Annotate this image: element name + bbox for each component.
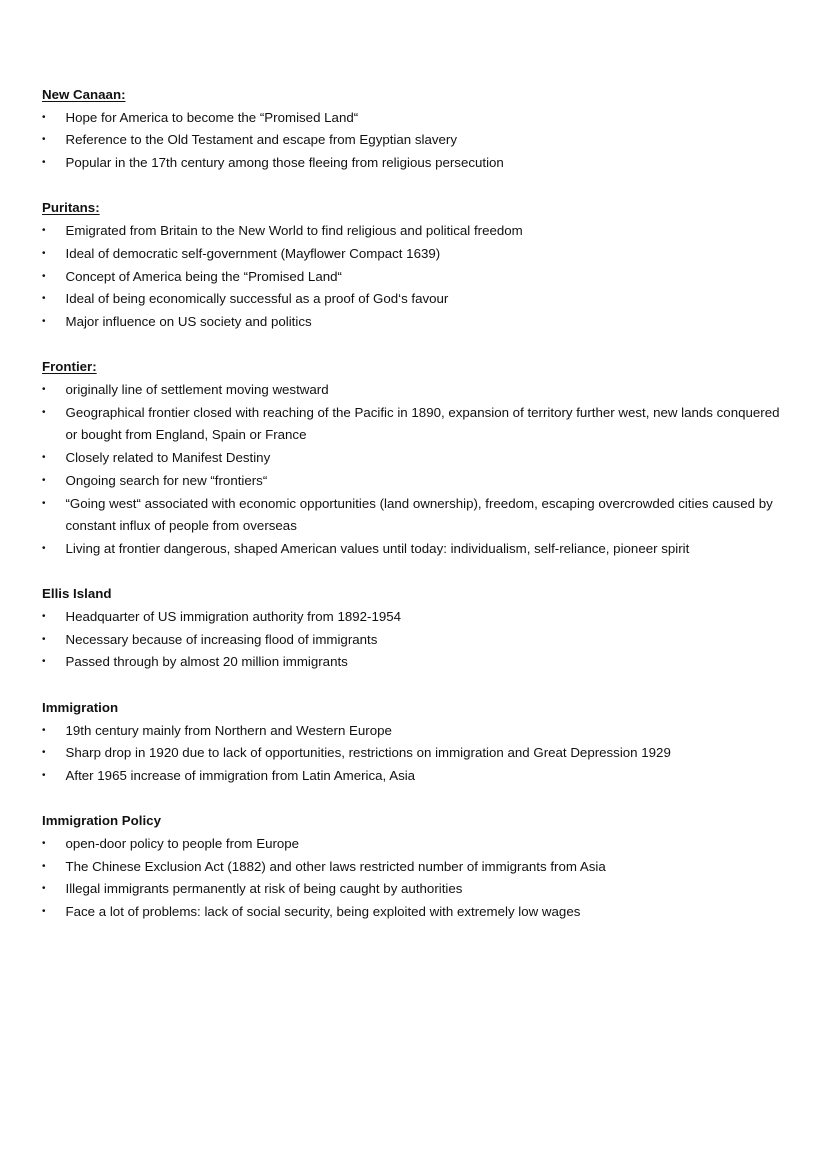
bullet-icon: • <box>42 157 46 169</box>
bullet-list <box>42 220 788 334</box>
section-heading: Immigration Policy <box>42 813 161 829</box>
section-puritans <box>42 197 788 333</box>
list-item-text: Concept of America being the “Promised Land“ <box>65 268 342 284</box>
section-heading: Frontier: <box>42 359 97 375</box>
bullet-icon: • <box>42 542 46 554</box>
list-item <box>42 629 788 652</box>
bullet-list <box>42 379 788 561</box>
section-heading: Immigration <box>42 699 119 715</box>
bullet-icon: • <box>42 497 46 509</box>
list-item <box>42 288 788 311</box>
list-item-text: Closely related to Manifest Destiny <box>65 450 271 466</box>
bullet-list <box>42 606 788 674</box>
bullet-icon: • <box>42 406 46 418</box>
list-item <box>42 720 788 743</box>
list-item <box>42 606 788 629</box>
section-frontier <box>42 356 788 560</box>
section-heading: Puritans: <box>42 200 100 216</box>
list-item-text: Geographical frontier closed with reaching of the Pacific in 1890, expansion of territory further west, new lands conquered or bought from England, Spain or France <box>65 404 780 443</box>
bullet-icon: • <box>42 384 46 396</box>
bullet-icon: • <box>42 838 46 850</box>
section-immigration <box>42 697 788 788</box>
list-item-text: Ideal of being economically successful as a proof of God‘s favour <box>65 291 449 307</box>
list-item-text: Hope for America to become the “Promised Land“ <box>65 109 359 125</box>
list-item-text: 19th century mainly from Northern and Western Europe <box>65 722 392 738</box>
bullet-icon: • <box>42 724 46 736</box>
bullet-icon: • <box>42 225 46 237</box>
bullet-icon: • <box>42 247 46 259</box>
list-item-text: Face a lot of problems: lack of social security, being exploited with extremely low wages <box>65 904 581 920</box>
bullet-icon: • <box>42 474 46 486</box>
list-item <box>42 220 788 243</box>
list-item-text: Passed through by almost 20 million immigrants <box>65 654 348 670</box>
list-item <box>42 266 788 289</box>
list-item <box>42 833 788 856</box>
list-item <box>42 901 788 924</box>
list-item <box>42 243 788 266</box>
bullet-list <box>42 833 788 924</box>
list-item <box>42 765 788 788</box>
list-item <box>42 129 788 152</box>
list-item <box>42 470 788 493</box>
list-item-text: Living at frontier dangerous, shaped American values until today: individualism, self-reliance, pioneer spirit <box>65 540 690 556</box>
list-item-text: Ideal of democratic self-government (Mayflower Compact 1639) <box>65 245 441 261</box>
bullet-icon: • <box>42 906 46 918</box>
bullet-icon: • <box>42 656 46 668</box>
bullet-icon: • <box>42 611 46 623</box>
section-ellis-island <box>42 583 788 674</box>
bullet-icon: • <box>42 633 46 645</box>
bullet-icon: • <box>42 860 46 872</box>
list-item-text: Illegal immigrants permanently at risk of being caught by authorities <box>65 881 463 897</box>
list-item <box>42 651 788 674</box>
section-new-canaan <box>42 84 788 175</box>
list-item-text: Popular in the 17th century among those fleeing from religious persecution <box>65 155 504 171</box>
bullet-icon: • <box>42 111 46 123</box>
list-item <box>42 311 788 334</box>
list-item-text: After 1965 increase of immigration from Latin America, Asia <box>65 767 416 783</box>
list-item-text: Ongoing search for new “frontiers“ <box>65 472 268 488</box>
bullet-icon: • <box>42 270 46 282</box>
bullet-icon: • <box>42 134 46 146</box>
bullet-icon: • <box>42 747 46 759</box>
bullet-icon: • <box>42 883 46 895</box>
list-item-text: Emigrated from Britain to the New World to find religious and political freedom <box>65 223 523 239</box>
list-item <box>42 402 788 447</box>
bullet-icon: • <box>42 293 46 305</box>
list-item-text: Reference to the Old Testament and escape from Egyptian slavery <box>65 132 457 148</box>
bullet-list <box>42 720 788 788</box>
bullet-list <box>42 107 788 175</box>
list-item-text: originally line of settlement moving westward <box>65 382 329 398</box>
bullet-icon: • <box>42 315 46 327</box>
list-item-text: open-door policy to people from Europe <box>65 836 300 852</box>
list-item <box>42 493 788 538</box>
list-item-text: The Chinese Exclusion Act (1882) and other laws restricted number of immigrants from Asia <box>65 858 606 874</box>
section-immigration-policy <box>42 810 788 924</box>
list-item <box>42 878 788 901</box>
bullet-icon: • <box>42 769 46 781</box>
bullet-icon: • <box>42 452 46 464</box>
list-item-text: Headquarter of US immigration authority from 1892-1954 <box>65 609 402 625</box>
list-item-text: Necessary because of increasing flood of immigrants <box>65 631 378 647</box>
list-item-text: Major influence on US society and politics <box>65 313 312 329</box>
list-item <box>42 107 788 130</box>
list-item <box>42 856 788 879</box>
section-heading: New Canaan: <box>42 87 126 102</box>
section-heading: Ellis Island <box>42 586 112 602</box>
list-item-text: Sharp drop in 1920 due to lack of opportunities, restrictions on immigration and Great Depression 1929 <box>65 745 671 761</box>
list-item <box>42 538 788 561</box>
list-item <box>42 152 788 175</box>
list-item <box>42 447 788 470</box>
list-item <box>42 742 788 765</box>
list-item <box>42 379 788 402</box>
list-item-text: “Going west“ associated with economic opportunities (land ownership), freedom, escaping overcrowded cities caused by constant influx of people from overseas <box>65 495 773 534</box>
